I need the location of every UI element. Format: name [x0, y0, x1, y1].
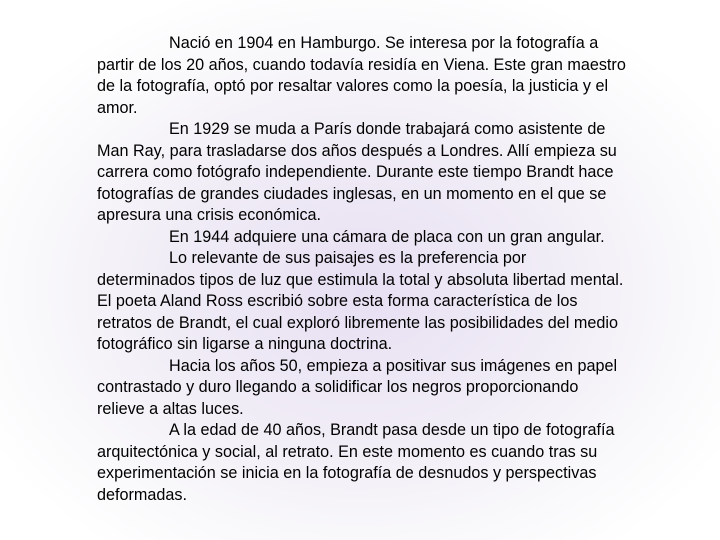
- body-text: [97, 33, 627, 506]
- paragraph-3: En 1944 adquiere una cámara de placa con un gran angular.: [169, 227, 605, 246]
- paragraph-6: A la edad de 40 años, Brandt pasa desde un tipo de fotografía arquitectónica y social, al retrato. En este momento es cuando tras su experimentación se inicia en la fotografía de desnudos y perspectivas deformadas.: [97, 421, 615, 504]
- paragraph-1: Nació en 1904 en Hamburgo. Se interesa por la fotografía a partir de los 20 años, cuando todavía residía en Viena. Este gran maestro de la fotografía, optó por resaltar valores como la poesía, la justicia y el amor.: [97, 34, 626, 117]
- paragraph-5: Hacia los años 50, empieza a positivar sus imágenes en papel contrastado y duro llegando a solidificar los negros proporcionando relieve a altas luces.: [97, 356, 618, 418]
- paragraph-4: Lo relevante de sus paisajes es la preferencia por determinados tipos de luz que estimula la total y absoluta libertad mental. El poeta Aland Ross escribió sobre esta forma característica de los retratos de Brandt, el cual exploró libremente las posibilidades del medio fotográfico sin ligarse a ninguna doctrina.: [97, 249, 624, 353]
- paragraph-2: En 1929 se muda a París donde trabajará como asistente de Man Ray, para trasladarse dos años después a Londres. Allí empieza su carrera como fotógrafo independiente. Durante este tiempo Brandt hace fotografías de grandes ciudades inglesas, en un momento en el que se apresura una crisis económica.: [97, 120, 617, 224]
